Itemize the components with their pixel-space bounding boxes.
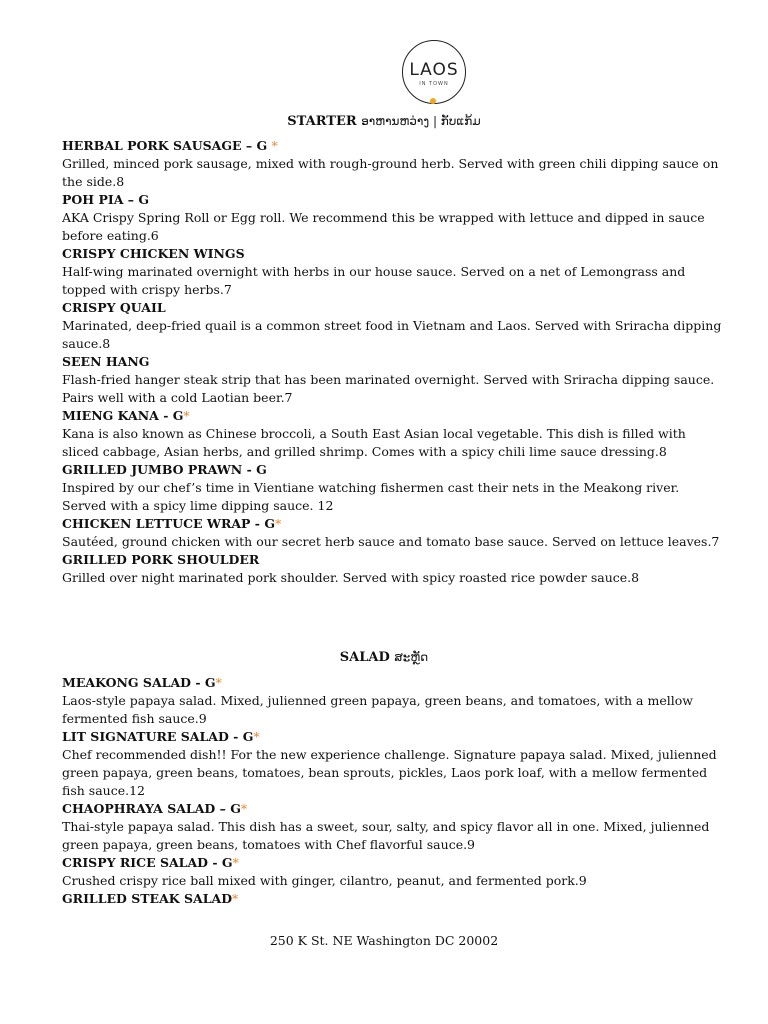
- menu-item-description: AKA Crispy Spring Roll or Egg roll. We recommend this be wrapped with lettuce and dipped in sauce before eating.6: [62, 210, 705, 243]
- menu-item: [62, 551, 722, 587]
- menu-item-description: Chef recommended dish!! For the new experience challenge. Signature papaya salad. Mixed, julienned green papaya, green beans, tomatoes, bean sprouts, pickles, Laos pork loaf, with a mellow fermented fish sauce.12: [62, 747, 717, 798]
- menu-item-title: CHAOPHRAYA SALAD – G: [62, 801, 241, 816]
- starter-list: [62, 137, 722, 587]
- asterisk-marker: *: [271, 138, 278, 153]
- menu-item-title: SEEN HANG: [62, 354, 150, 369]
- starter-title: STARTER: [287, 114, 357, 129]
- salad-section-title: [0, 650, 768, 665]
- menu-item-description: Flash-fried hanger steak strip that has been marinated overnight. Served with Sriracha dipping sauce. Pairs well with a cold Laotian beer.7: [62, 372, 715, 405]
- salad-list: [62, 674, 722, 908]
- menu-item-description: Grilled, minced pork sausage, mixed with rough-ground herb. Served with green chili dipping sauce on the side.8: [62, 156, 719, 189]
- menu-item-name: [62, 461, 722, 479]
- asterisk-marker: *: [232, 891, 239, 906]
- menu-item-description: Crushed crispy rice ball mixed with ginger, cilantro, peanut, and fermented pork.9: [62, 873, 587, 888]
- menu-item: [62, 137, 722, 191]
- menu-item-description: Sautéed, ground chicken with our secret herb sauce and tomato base sauce. Served on lettuce leaves.7: [62, 534, 720, 549]
- menu-item: [62, 245, 722, 299]
- menu-item-name: [62, 407, 722, 425]
- menu-item-name: [62, 890, 722, 908]
- menu-item-name: [62, 191, 722, 209]
- menu-item-name: [62, 800, 722, 818]
- asterisk-marker: *: [253, 729, 260, 744]
- starter-section-title: [0, 114, 768, 129]
- logo-subtitle: IN TOWN: [419, 81, 449, 87]
- menu-item-description: Inspired by our chef’s time in Vientiane watching fishermen cast their nets in the Meakong river. Served with a spicy lime dipping sauce. 12: [62, 480, 680, 513]
- menu-item-description: Marinated, deep-fried quail is a common street food in Vietnam and Laos. Served with Sriracha dipping sauce.8: [62, 318, 722, 351]
- menu-item: [62, 800, 722, 854]
- menu-item-description: Laos-style papaya salad. Mixed, julienned green papaya, green beans, and tomatoes, with a mellow fermented fish sauce.9: [62, 693, 693, 726]
- menu-item-title: GRILLED STEAK SALAD: [62, 891, 233, 906]
- menu-item-name: [62, 353, 722, 371]
- asterisk-marker: *: [183, 408, 190, 423]
- menu-item-name: [62, 728, 722, 746]
- menu-item-title: LIT SIGNATURE SALAD - G: [62, 729, 254, 744]
- menu-item-name: [62, 137, 722, 155]
- menu-item-title: CRISPY RICE SALAD - G: [62, 855, 233, 870]
- menu-item: [62, 515, 722, 551]
- logo-dot-icon: [430, 98, 436, 104]
- menu-item: [62, 890, 722, 908]
- menu-item-description: Thai-style papaya salad. This dish has a sweet, sour, salty, and spicy flavor all in one. Mixed, julienned green papaya, green beans, tomatoes with Chef flavorful sauce.9: [62, 819, 710, 852]
- menu-item-name: [62, 299, 722, 317]
- menu-item-title: CRISPY QUAIL: [62, 300, 166, 315]
- menu-item-title: CHICKEN LETTUCE WRAP - G: [62, 516, 276, 531]
- menu-item-title: POH PIA – G: [62, 192, 150, 207]
- menu-item: [62, 191, 722, 245]
- menu-item-title: MIENG KANA - G: [62, 408, 184, 423]
- menu-item-description: Kana is also known as Chinese broccoli, a South East Asian local vegetable. This dish is filled with sliced cabbage, Asian herbs, and grilled shrimp. Comes with a spicy chili lime sauce dressing.8: [62, 426, 686, 459]
- address-footer: 250 K St. NE Washington DC 20002: [269, 933, 499, 948]
- menu-item-title: CRISPY CHICKEN WINGS: [62, 246, 245, 261]
- logo-word: LAOS: [409, 60, 459, 80]
- menu-item-name: [62, 515, 722, 533]
- menu-item-title: MEAKONG SALAD - G: [62, 675, 216, 690]
- menu-item: [62, 461, 722, 515]
- asterisk-marker: *: [275, 516, 282, 531]
- menu-item-name: [62, 674, 722, 692]
- menu-item-name: [62, 854, 722, 872]
- menu-item-title: GRILLED JUMBO PRAWN - G: [62, 462, 267, 477]
- menu-item-name: [62, 245, 722, 263]
- menu-item-name: [62, 551, 722, 569]
- restaurant-logo: [402, 40, 466, 110]
- menu-item-description: Half-wing marinated overnight with herbs in our house sauce. Served on a net of Lemongrass and topped with crispy herbs.7: [62, 264, 686, 297]
- menu-item: [62, 353, 722, 407]
- menu-item: [62, 854, 722, 890]
- menu-item: [62, 674, 722, 728]
- starter-native-title: ອາຫານຫວ່າງ | ກັບແກ້ມ: [361, 114, 481, 128]
- salad-title: SALAD: [339, 650, 390, 665]
- asterisk-marker: *: [240, 801, 248, 816]
- asterisk-marker: *: [215, 675, 222, 690]
- menu-item: [62, 407, 722, 461]
- salad-native-title: ສະຫຼັດ: [394, 650, 429, 664]
- menu-item: [62, 299, 722, 353]
- menu-item-title: HERBAL PORK SAUSAGE – G: [62, 138, 272, 153]
- menu-item-title: GRILLED PORK SHOULDER: [62, 552, 260, 567]
- asterisk-marker: *: [232, 855, 239, 870]
- menu-item: [62, 728, 722, 800]
- menu-item-description: Grilled over night marinated pork shoulder. Served with spicy roasted rice powder sauce.8: [62, 570, 640, 585]
